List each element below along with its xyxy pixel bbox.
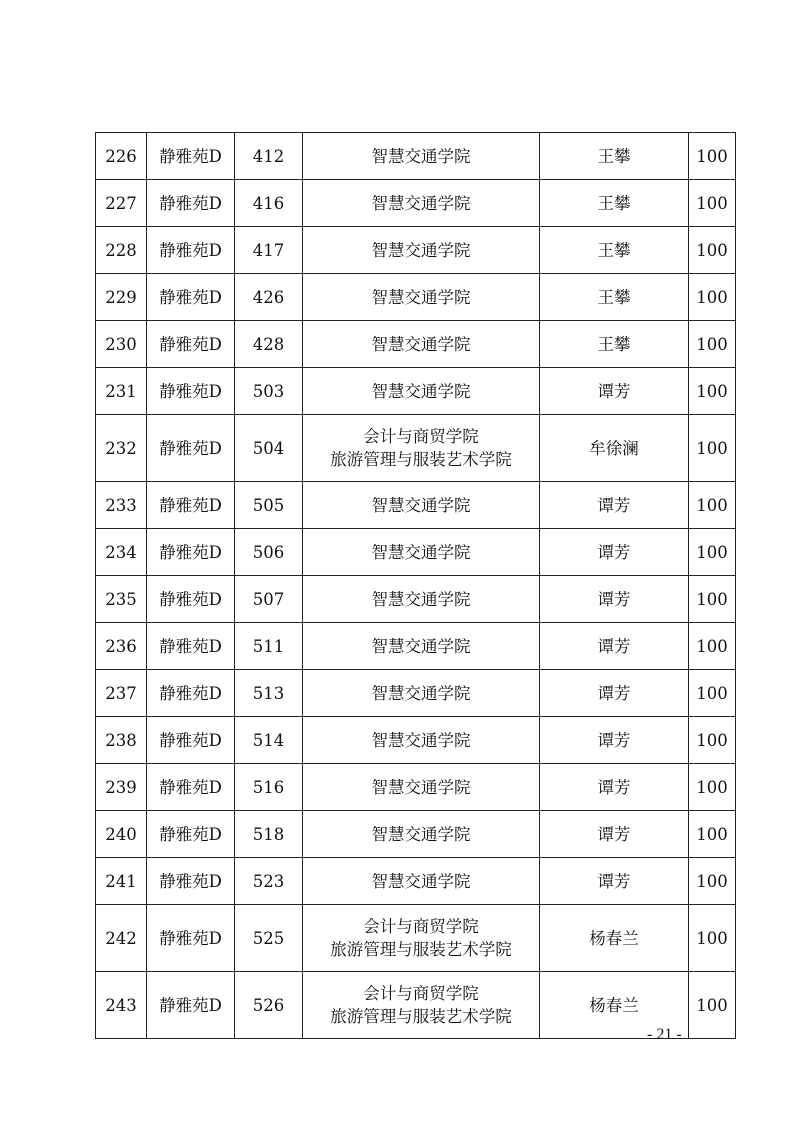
score-cell: 100 — [689, 623, 736, 670]
person-cell: 王攀 — [540, 321, 689, 368]
score-cell: 100 — [689, 905, 736, 972]
score-cell: 100 — [689, 368, 736, 415]
building-cell: 静雅苑D — [147, 670, 235, 717]
college-name: 智慧交通学院 — [371, 381, 471, 401]
score-cell: 100 — [689, 717, 736, 764]
building-cell: 静雅苑D — [147, 972, 235, 1039]
table-row — [96, 811, 736, 858]
college-cell — [303, 811, 540, 858]
room-cell: 511 — [235, 623, 303, 670]
room-cell: 514 — [235, 717, 303, 764]
score-cell: 100 — [689, 321, 736, 368]
score-cell: 100 — [689, 764, 736, 811]
college-name: 智慧交通学院 — [371, 542, 471, 562]
college-name: 会计与商贸学院 — [363, 984, 479, 1003]
score-cell: 100 — [689, 180, 736, 227]
person-cell: 王攀 — [540, 180, 689, 227]
room-cell: 505 — [235, 482, 303, 529]
college-name: 智慧交通学院 — [371, 636, 471, 656]
score-cell: 100 — [689, 482, 736, 529]
college-cell — [303, 368, 540, 415]
table-row — [96, 274, 736, 321]
table-row — [96, 321, 736, 368]
building-cell: 静雅苑D — [147, 274, 235, 321]
row-number-cell: 231 — [96, 368, 147, 415]
building-cell: 静雅苑D — [147, 321, 235, 368]
college-cell — [303, 415, 540, 482]
row-number-cell: 230 — [96, 321, 147, 368]
table-row — [96, 972, 736, 1039]
college-name: 智慧交通学院 — [371, 683, 471, 703]
person-cell: 谭芳 — [540, 368, 689, 415]
college-name: 智慧交通学院 — [371, 589, 471, 609]
college-cell — [303, 227, 540, 274]
person-cell: 谭芳 — [540, 858, 689, 905]
room-cell: 416 — [235, 180, 303, 227]
table-row — [96, 717, 736, 764]
row-number-cell: 227 — [96, 180, 147, 227]
building-cell: 静雅苑D — [147, 764, 235, 811]
college-name: 智慧交通学院 — [371, 240, 471, 260]
college-name: 智慧交通学院 — [371, 495, 471, 515]
table-row — [96, 133, 736, 180]
college-name: 智慧交通学院 — [371, 334, 471, 354]
score-cell: 100 — [689, 576, 736, 623]
room-cell: 525 — [235, 905, 303, 972]
college-name: 智慧交通学院 — [371, 193, 471, 213]
room-cell: 504 — [235, 415, 303, 482]
college-name: 旅游管理与服装艺术学院 — [330, 1007, 512, 1026]
college-name: 智慧交通学院 — [371, 871, 471, 891]
building-cell: 静雅苑D — [147, 717, 235, 764]
college-cell — [303, 670, 540, 717]
college-cell — [303, 529, 540, 576]
row-number-cell: 233 — [96, 482, 147, 529]
person-cell: 谭芳 — [540, 482, 689, 529]
page-number: - 21 - — [647, 1026, 682, 1043]
row-number-cell: 242 — [96, 905, 147, 972]
person-cell: 谭芳 — [540, 529, 689, 576]
college-name: 智慧交通学院 — [371, 730, 471, 750]
building-cell: 静雅苑D — [147, 482, 235, 529]
room-cell: 503 — [235, 368, 303, 415]
college-cell — [303, 972, 540, 1039]
row-number-cell: 237 — [96, 670, 147, 717]
table-row — [96, 858, 736, 905]
table-body — [96, 133, 736, 1039]
person-cell: 谭芳 — [540, 811, 689, 858]
college-cell — [303, 623, 540, 670]
person-cell: 杨春兰 — [540, 905, 689, 972]
building-cell: 静雅苑D — [147, 858, 235, 905]
room-cell: 417 — [235, 227, 303, 274]
building-cell: 静雅苑D — [147, 905, 235, 972]
building-cell: 静雅苑D — [147, 576, 235, 623]
score-cell: 100 — [689, 670, 736, 717]
building-cell: 静雅苑D — [147, 368, 235, 415]
college-cell — [303, 321, 540, 368]
room-cell: 506 — [235, 529, 303, 576]
college-cell — [303, 180, 540, 227]
room-cell: 507 — [235, 576, 303, 623]
row-number-cell: 238 — [96, 717, 147, 764]
person-cell: 谭芳 — [540, 576, 689, 623]
table-row — [96, 180, 736, 227]
score-cell: 100 — [689, 858, 736, 905]
table-row — [96, 529, 736, 576]
college-name: 旅游管理与服装艺术学院 — [330, 940, 512, 959]
building-cell: 静雅苑D — [147, 529, 235, 576]
building-cell: 静雅苑D — [147, 811, 235, 858]
score-cell: 100 — [689, 811, 736, 858]
college-name: 智慧交通学院 — [371, 287, 471, 307]
row-number-cell: 226 — [96, 133, 147, 180]
person-cell: 杨春兰 — [540, 972, 689, 1039]
row-number-cell: 228 — [96, 227, 147, 274]
score-cell: 100 — [689, 972, 736, 1039]
person-cell: 谭芳 — [540, 623, 689, 670]
table-row — [96, 623, 736, 670]
table-row — [96, 368, 736, 415]
row-number-cell: 235 — [96, 576, 147, 623]
row-number-cell: 229 — [96, 274, 147, 321]
building-cell: 静雅苑D — [147, 180, 235, 227]
college-cell — [303, 274, 540, 321]
table-row — [96, 227, 736, 274]
score-cell: 100 — [689, 529, 736, 576]
room-cell: 523 — [235, 858, 303, 905]
college-cell — [303, 576, 540, 623]
table-row — [96, 576, 736, 623]
college-name: 会计与商贸学院 — [363, 427, 479, 446]
person-cell: 王攀 — [540, 227, 689, 274]
row-number-cell: 234 — [96, 529, 147, 576]
room-cell: 428 — [235, 321, 303, 368]
table-row — [96, 670, 736, 717]
table-row — [96, 905, 736, 972]
building-cell: 静雅苑D — [147, 227, 235, 274]
college-cell — [303, 764, 540, 811]
room-cell: 426 — [235, 274, 303, 321]
row-number-cell: 241 — [96, 858, 147, 905]
room-cell: 518 — [235, 811, 303, 858]
college-cell — [303, 905, 540, 972]
person-cell: 王攀 — [540, 133, 689, 180]
college-name: 智慧交通学院 — [371, 824, 471, 844]
person-cell: 王攀 — [540, 274, 689, 321]
college-name: 智慧交通学院 — [371, 146, 471, 166]
college-cell — [303, 717, 540, 764]
score-cell: 100 — [689, 274, 736, 321]
row-number-cell: 243 — [96, 972, 147, 1039]
table-row — [96, 415, 736, 482]
table-row — [96, 764, 736, 811]
building-cell: 静雅苑D — [147, 133, 235, 180]
row-number-cell: 232 — [96, 415, 147, 482]
person-cell: 谭芳 — [540, 670, 689, 717]
room-cell: 526 — [235, 972, 303, 1039]
score-cell: 100 — [689, 227, 736, 274]
college-name: 旅游管理与服装艺术学院 — [330, 450, 512, 469]
room-cell: 516 — [235, 764, 303, 811]
college-cell — [303, 858, 540, 905]
row-number-cell: 239 — [96, 764, 147, 811]
row-number-cell: 236 — [96, 623, 147, 670]
college-cell — [303, 482, 540, 529]
room-cell: 513 — [235, 670, 303, 717]
score-cell: 100 — [689, 415, 736, 482]
college-cell — [303, 133, 540, 180]
person-cell: 牟徐澜 — [540, 415, 689, 482]
college-name: 会计与商贸学院 — [363, 917, 479, 936]
score-cell: 100 — [689, 133, 736, 180]
building-cell: 静雅苑D — [147, 415, 235, 482]
college-name: 智慧交通学院 — [371, 777, 471, 797]
person-cell: 谭芳 — [540, 717, 689, 764]
building-cell: 静雅苑D — [147, 623, 235, 670]
room-cell: 412 — [235, 133, 303, 180]
table-row — [96, 482, 736, 529]
person-cell: 谭芳 — [540, 764, 689, 811]
row-number-cell: 240 — [96, 811, 147, 858]
dormitory-score-table — [95, 132, 736, 1039]
